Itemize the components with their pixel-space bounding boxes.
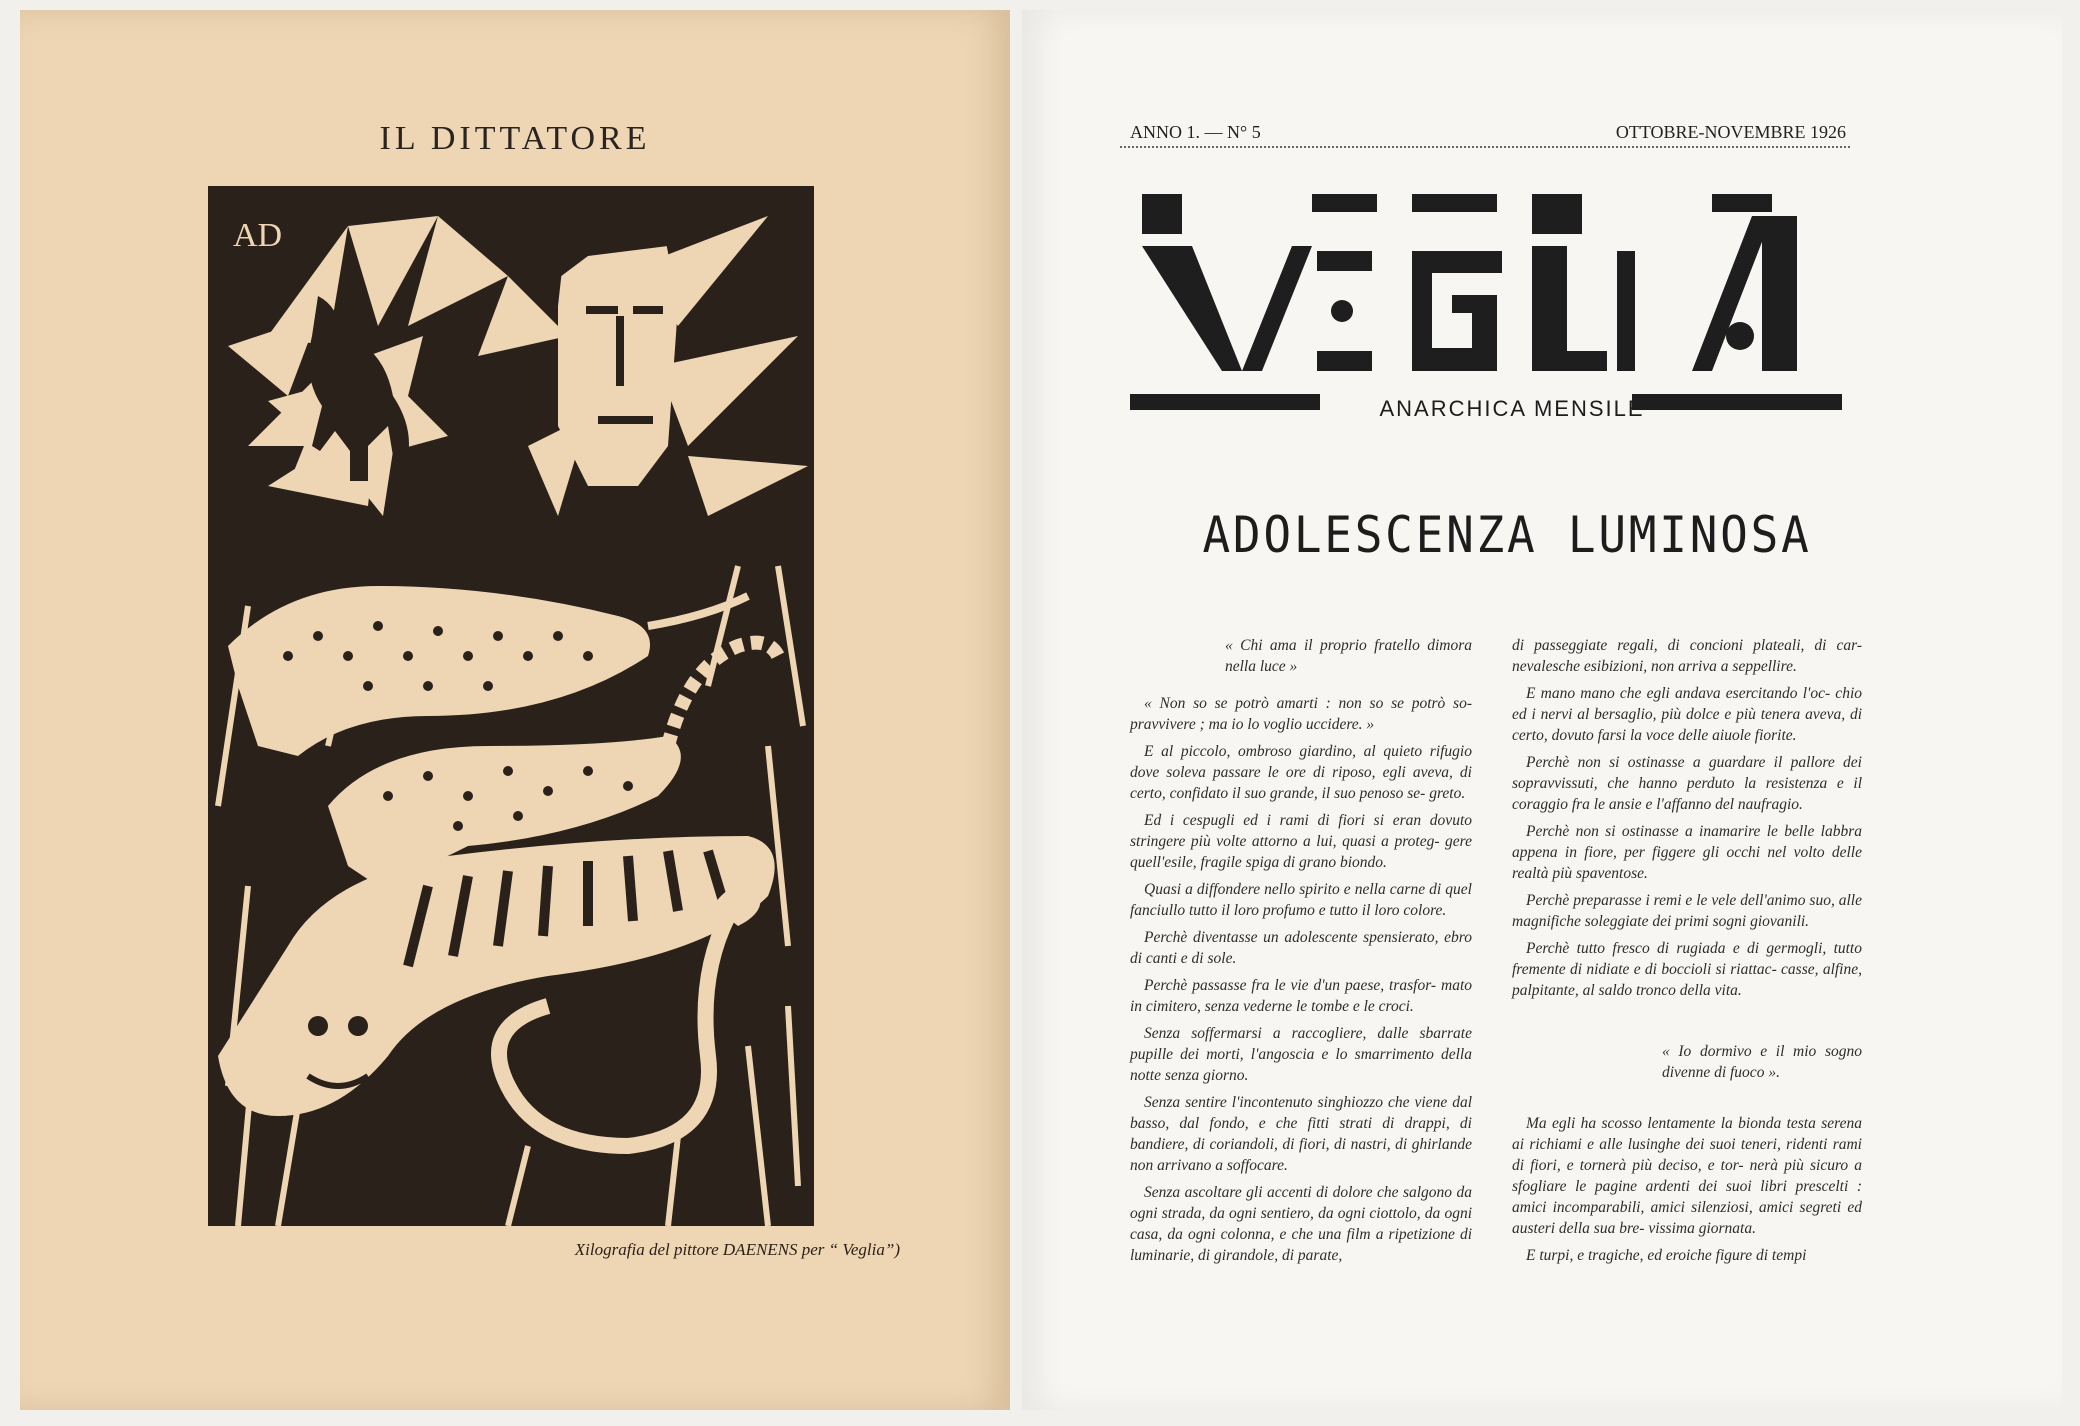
paragraph: Quasi a diffondere nello spirito e nella carne di quel fanciullo tutto il loro profumo e tutto il loro colore. [1130, 881, 1472, 919]
paragraph: Ma egli ha scosso lentamente la bionda testa serena ai richiami e alle lusinghe dei suoi teneri, ridenti rami di fiori, e tornerà più deciso, e tor- nerà più sicuro a sfogliare le pagine ardenti dei suoi libri prescelti : amici incomparabili, amici silenziosi, amici segreti ed austeri della sua bre- vissima giornata. [1512, 1115, 1862, 1237]
article-column-2 [1512, 635, 1862, 1272]
left-page-title: IL DITTATORE [379, 120, 651, 157]
paragraph: Perchè non si ostinasse a inamarire le belle labbra appena in fiore, per figgere gli occhi nel volto delle realtà più spaventose. [1512, 823, 1862, 882]
paragraph: di passeggiate regali, di concioni plateali, di car- nevalesche esibizioni, non arriva a seppellire. [1512, 637, 1862, 675]
paragraph: Perchè non si ostinasse a guardare il pallore dei sopravvissuti, che hanno perduto la resistenza e il coraggio fra le ansie e l'affanno del naufragio. [1512, 754, 1862, 813]
paragraph: Senza ascoltare gli accenti di dolore che salgono da ogni strada, da ogni sentiero, da ogni ciottolo, da ogni casa, da ogni colonna, e che una film a ripetizione di luminarie, di girandole, di parate, [1130, 1184, 1472, 1264]
left-page [20, 10, 1010, 1410]
paragraph: E mano mano che egli andava esercitando l'oc- chio ed i nervi al bersaglio, più dolce e più tenera aveva, di certo, dovuto farsi la voce delle aiuole fiorite. [1512, 685, 1862, 744]
paragraph: Senza sentire l'incontenuto singhiozzo che viene dal basso, dal fondo, e che fitti strati di drappi, di bandiere, di coriandoli, di fiori, di nastri, di ghirlande non arrivano a soffocare. [1130, 1094, 1472, 1174]
man-face [548, 206, 678, 486]
right-page [1022, 10, 2062, 1410]
issue-date: OTTOBRE-NOVEMBRE 1926 [1615, 122, 1846, 142]
paragraph: E turpi, e tragiche, ed eroiche figure di tempi [1526, 1247, 1807, 1264]
monogram: AD [233, 217, 283, 254]
paragraph: « Non so se potrò amarti : non so se potrò so- pravvivere ; ma io lo voglio uccidere. » [1130, 695, 1472, 733]
paragraph: Perchè preparasse i remi e le vele dell'animo suo, alle magnifiche soleggiate dei primi sogni giovanili. [1512, 892, 1862, 930]
woodcut-illustration [208, 186, 814, 1226]
paragraph: Ed i cespugli ed i rami di fiori si eran dovuto stringere più volte attorno a lui, quasi a proteg- gere quell'esile, fragile spiga di grano biondo. [1130, 812, 1472, 871]
article-column-1 [1130, 635, 1472, 1272]
paragraph: Perchè passasse fra le vie d'un paese, trasfor- mato in cimitero, senza vederne le tombe e le croci. [1130, 977, 1472, 1015]
masthead-rule [1120, 146, 1850, 148]
paragraph: Senza soffermarsi a raccogliere, dalle sbarrate pupille dei morti, l'angoscia e lo smarrimento della notte senza giorno. [1130, 1025, 1472, 1084]
illustration-credit: Xilografia del pittore DAENENS per “ Veglia”) [574, 1240, 900, 1259]
epigraph-1: « Chi ama il proprio fratello dimora nella luce » [1225, 637, 1472, 675]
article-headline: ADOLESCENZA LUMINOSA [1202, 506, 1812, 564]
paragraph: Perchè diventasse un adolescente spensierato, ebro di canti e di sole. [1130, 929, 1472, 967]
masthead-logo [1112, 156, 1872, 396]
epigraph-2: « Io dormivo e il mio sogno divenne di fuoco ». [1662, 1043, 1862, 1081]
issue-number: ANNO 1. — N° 5 [1130, 122, 1261, 142]
paragraph: Perchè tutto fresco di rugiada e di germogli, tutto fremente di nidiate e di boccioli si riattac- casse, alfine, palpitante, al saldo tronco della vita. [1512, 940, 1862, 999]
masthead-subtitle: ANARCHICA MENSILE [1379, 396, 1645, 421]
paragraph: E al piccolo, ombroso giardino, al quieto rifugio dove soleva passare le ore di riposo, egli aveva, di certo, confidato il suo grande, il suo penoso se- greto. [1130, 743, 1472, 802]
